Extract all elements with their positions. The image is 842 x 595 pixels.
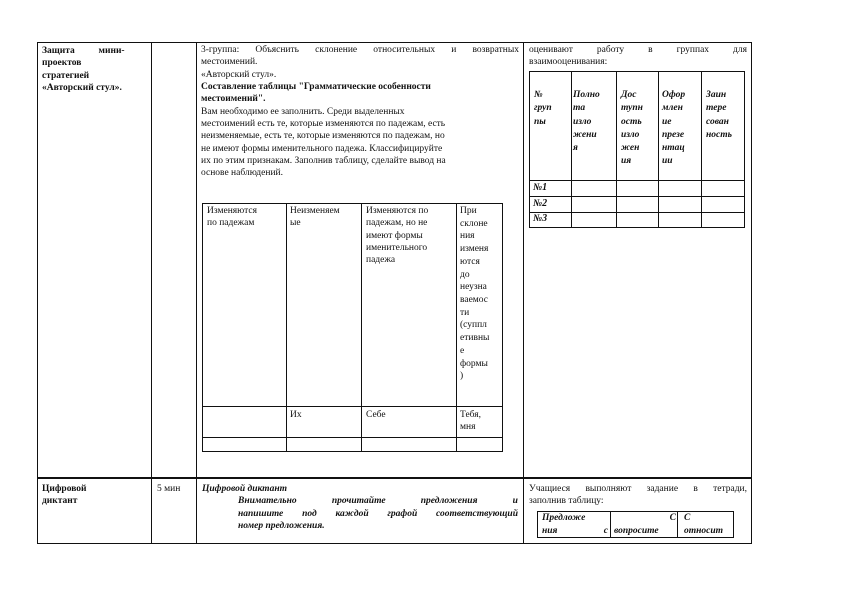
grammar-header-cell: [290, 205, 360, 230]
header-line: ти: [460, 307, 470, 318]
answer-header-interrogative: [614, 512, 676, 538]
main-table-col-line-1: [151, 42, 152, 544]
dictation-instruction-line: номер предложения.: [238, 521, 325, 532]
instruction-word: Внимательно: [238, 496, 297, 507]
row1-activity-cell: [529, 44, 747, 69]
answer-table-vline: [733, 511, 734, 538]
row1-content-cell: [201, 44, 519, 180]
main-table-row-divider: [37, 477, 752, 479]
instruction-word: прочитайте: [331, 496, 386, 507]
row1-stage-line: проектов: [42, 58, 82, 69]
header-line: Дос: [621, 90, 637, 100]
eval-header-completeness: [573, 89, 615, 155]
header-line: №: [534, 90, 543, 100]
grammar-table-vline: [286, 203, 287, 452]
eval-table-vline: [658, 71, 659, 228]
header-line: ваемос: [460, 295, 489, 306]
eval-table-vline: [744, 71, 745, 228]
content-line: местоимений.: [201, 57, 258, 68]
main-table-col-line-2: [196, 42, 197, 544]
instruction-word: предложения: [420, 496, 478, 507]
header-line: изло: [621, 129, 640, 140]
eval-table-vline: [616, 71, 617, 228]
grammar-data-cell: [460, 409, 502, 434]
header-line: вопросите: [614, 525, 659, 536]
activity-line: заполнив таблицу:: [529, 496, 604, 507]
header-line: падежам, но не: [366, 218, 428, 229]
content-line: Вам необходимо ее заполнить. Среди выделенных: [201, 106, 405, 117]
content-line: неизменяемые, есть те, которые изменяются по падежам, но: [201, 131, 445, 142]
eval-table-vline: [529, 71, 530, 228]
answer-table-vline: [677, 511, 678, 538]
dictation-instruction-line: [202, 495, 518, 507]
grammar-table-hline: [202, 406, 503, 407]
header-line: та: [573, 103, 586, 114]
content-line: их по этим признакам. Заполнив таблицу, сделайте вывод на: [201, 156, 446, 167]
answer-header-relative: [684, 512, 732, 538]
header-line: млен: [662, 103, 683, 114]
activity-line: Учащиеся выполняют задание в тетради,: [529, 484, 747, 494]
header-line: жен: [621, 143, 640, 154]
header-line: ность: [706, 129, 732, 140]
main-table-col-line-4: [751, 42, 752, 544]
table-caption: местоимений".: [201, 94, 266, 105]
content-line: 3-группа: Объяснить склонение относительных и возвратных: [201, 45, 519, 55]
header-line: я: [573, 143, 578, 154]
header-line: (суппл: [460, 320, 487, 331]
grammar-data-cell: Их: [290, 410, 302, 420]
answer-table-vline: [537, 511, 538, 538]
grammar-table-vline: [502, 203, 503, 452]
header-line: Офор: [662, 90, 686, 100]
header-line: формы: [460, 358, 488, 369]
header-line: относит: [684, 525, 724, 536]
grammar-table-hline: [202, 203, 503, 204]
header-line: ются: [460, 256, 480, 267]
grammar-table-hline: [202, 437, 503, 438]
main-table-col-line-0: [37, 42, 38, 544]
grammar-header-cell: [460, 205, 502, 383]
content-line: местоимений есть те, которые изменяются по падежам, есть: [201, 119, 446, 130]
header-line: имеют формы: [366, 230, 423, 241]
eval-header-accessibility: [621, 89, 657, 169]
row2-stage-line: диктант: [42, 496, 78, 507]
header-line: именительного: [366, 243, 428, 254]
row2-activity-cell: [529, 483, 747, 508]
header-line: неузна: [460, 282, 487, 293]
header-line: Заин: [706, 90, 727, 100]
eval-table-hline: [529, 180, 745, 181]
eval-table-hline: [529, 71, 745, 72]
header-line: ые: [290, 218, 301, 229]
table-caption: Составление таблицы "Грамматические особенности: [201, 82, 431, 93]
header-line: етивны: [460, 333, 490, 344]
header-line: тупн: [621, 103, 643, 114]
row2-stage-cell: [42, 483, 147, 508]
header-line: нтац: [662, 143, 685, 154]
header-line: [542, 525, 608, 538]
header-line: При: [460, 206, 477, 216]
eval-row-label: №2: [533, 198, 548, 209]
instruction-word: и: [512, 496, 518, 507]
eval-header-presentation: [662, 89, 700, 169]
grammar-data-cell: Себе: [366, 410, 386, 420]
header-line: жени: [573, 129, 597, 140]
header-line: ость: [621, 116, 642, 127]
header-line: С: [669, 513, 676, 523]
activity-line: оценивают работу в группах для: [529, 45, 747, 55]
main-table-bottom-border: [37, 543, 752, 544]
header-line: ): [460, 371, 464, 382]
eval-table-hline: [529, 212, 745, 213]
dictation-instruction-line: напишите под каждой графой соответствующий: [238, 508, 518, 519]
header-line: Предложе: [542, 513, 586, 523]
header-line: пы: [534, 116, 546, 127]
header-line: ния: [460, 231, 475, 242]
grammar-table-vline: [361, 203, 362, 452]
grammar-table-vline: [202, 203, 203, 452]
row1-stage-cell: [42, 45, 147, 94]
answer-table-vline: [610, 511, 611, 538]
row2-time-cell: 5 мин: [157, 484, 181, 494]
main-table-top-border: [37, 42, 752, 43]
header-line: падежа: [366, 255, 396, 266]
header-line: до: [460, 269, 470, 280]
header-line: ия: [621, 156, 632, 167]
main-table-col-line-3: [523, 42, 524, 544]
header-line: сован: [706, 116, 729, 127]
activity-line: взаимооценивания:: [529, 57, 608, 68]
header-line: Полно: [573, 90, 600, 100]
header-word: ния: [542, 525, 558, 536]
grammar-header-cell: [366, 205, 456, 267]
header-line: Изменяются: [207, 206, 257, 216]
header-line: по падежам: [207, 218, 255, 229]
header-line: Изменяются по: [366, 206, 429, 216]
eval-table-hline: [529, 227, 745, 228]
cell-line: мня: [460, 422, 476, 433]
eval-row-label: №1: [533, 182, 548, 193]
header-line: ие: [662, 116, 672, 127]
header-line: груп: [534, 103, 552, 114]
grammar-table-vline: [456, 203, 457, 452]
row1-stage-line: стратегией: [42, 70, 90, 81]
eval-row-label: №3: [533, 213, 548, 224]
answer-header-sentences: [542, 512, 608, 538]
header-line: е: [460, 345, 465, 356]
header-line: склоне: [460, 218, 488, 229]
header-word: с: [603, 525, 608, 536]
eval-table-hline: [529, 196, 745, 197]
header-line: изло: [573, 116, 592, 127]
header-line: изменя: [460, 244, 489, 255]
cell-line: Тебя,: [460, 410, 481, 420]
row1-stage-line: «Авторский стул».: [42, 83, 122, 94]
grammar-header-cell: [207, 205, 285, 230]
header-line: презе: [662, 129, 685, 140]
row2-content-cell: [202, 483, 518, 532]
header-line: С: [684, 513, 691, 523]
grammar-table-hline: [202, 451, 503, 452]
content-line: основе наблюдений.: [201, 168, 283, 179]
eval-table-vline: [571, 71, 572, 228]
dictation-title: Цифровой диктант: [202, 484, 287, 494]
content-line: не имеют формы именительного падежа. Классифицируйте: [201, 143, 443, 154]
header-line: тере: [706, 103, 727, 114]
header-line: Неизменяем: [290, 206, 340, 216]
eval-table-vline: [701, 71, 702, 228]
eval-header-interest: [706, 89, 744, 142]
eval-header-group: [534, 89, 570, 129]
header-line: ии: [662, 156, 673, 167]
content-line: «Авторский стул».: [201, 69, 277, 80]
row2-stage-line: Цифровой: [42, 484, 87, 494]
row1-stage-line: Защита мини-: [42, 46, 125, 56]
